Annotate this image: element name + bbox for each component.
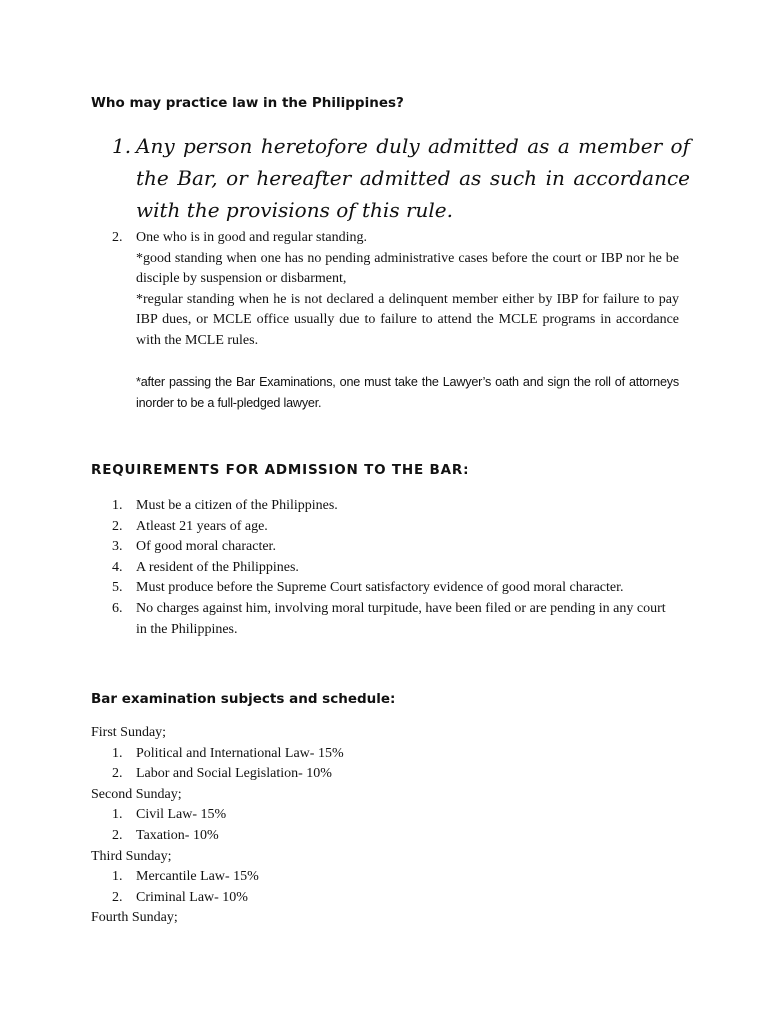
subject-item [0, 826, 680, 847]
list-number: 2. [112, 889, 123, 905]
subject-item [0, 744, 680, 765]
requirement-item [0, 517, 680, 538]
list-number: 2. [112, 230, 123, 245]
subject-item [0, 764, 680, 785]
who-item-2 [0, 228, 680, 413]
list-number: 1. [112, 134, 132, 158]
list-number: 2. [112, 518, 123, 534]
oath-note: *after passing the Bar Examinations, one must take the Lawyer’s oath and sign the roll of attorneys inorder to be a full-pledged lawyer. [136, 375, 679, 410]
list-number: 3. [112, 539, 123, 555]
schedule-day: Fourth Sunday; [91, 910, 178, 926]
heading-who-may-practice: Who may practice law in the Philippines? [91, 95, 404, 111]
heading-requirements: REQUIREMENTS FOR ADMISSION TO THE BAR: [91, 462, 470, 478]
requirement-item [0, 599, 680, 640]
requirement-item [0, 496, 680, 517]
requirement-text: A resident of the Philippines. [136, 559, 299, 575]
regular-standing-note: *regular standing when he is not declared a delinquent member either by IBP for failure to pay IBP dues, or MCLE office usually due to failure to attend the MCLE programs in accordance with the MCLE rules. [136, 291, 679, 348]
subject-text: Criminal Law- 10% [136, 889, 248, 905]
subject-text: Mercantile Law- 15% [136, 869, 259, 885]
requirement-text: Atleast 21 years of age. [136, 518, 268, 534]
requirement-text: No charges against him, involving moral turpitude, have been filed or are pending in any court in the Philippines. [136, 600, 666, 637]
subject-item [0, 805, 680, 826]
who-item-1 [100, 130, 690, 226]
spacer [136, 352, 680, 373]
requirements-list [0, 496, 680, 640]
who-item-2-line-1: One who is in good and regular standing. [136, 230, 367, 245]
requirement-item [0, 558, 680, 579]
subject-text: Taxation- 10% [136, 827, 219, 843]
subject-text: Labor and Social Legislation- 10% [136, 766, 332, 782]
list-number: 1. [112, 745, 123, 761]
list-number: 1. [112, 498, 123, 513]
list-number: 4. [112, 559, 123, 575]
requirement-item [0, 578, 680, 599]
requirement-text: Must be a citizen of the Philippines. [136, 498, 338, 513]
requirement-text: Of good moral character. [136, 539, 276, 555]
good-standing-note: *good standing when one has no pending administrative cases before the court or IBP nor he be disciple by suspension or disbarment, [136, 250, 679, 287]
list-number: 5. [112, 580, 123, 596]
requirement-item [0, 537, 680, 558]
who-list-script [100, 130, 690, 226]
list-number: 1. [112, 869, 123, 885]
list-number: 2. [112, 827, 123, 843]
requirement-text: Must produce before the Supreme Court satisfactory evidence of good moral character. [136, 580, 624, 596]
list-number: 6. [112, 600, 123, 616]
subject-text: Political and International Law- 15% [136, 745, 344, 761]
list-number: 2. [112, 766, 123, 782]
who-item-1-text: Any person heretofore duly admitted as a member of the Bar, or hereafter admitted as such in accordance with the provisions of this rule. [136, 134, 690, 222]
list-number: 1. [112, 807, 123, 823]
subject-item [0, 867, 680, 888]
who-list-plain [0, 228, 680, 413]
subject-item [0, 888, 680, 909]
subject-list [0, 805, 680, 846]
subject-text: Civil Law- 15% [136, 807, 227, 823]
subject-list [0, 867, 680, 908]
schedule-day: Second Sunday; [91, 786, 182, 802]
schedule-day: First Sunday; [91, 725, 167, 740]
schedule-list [0, 723, 680, 929]
heading-schedule: Bar examination subjects and schedule: [91, 691, 396, 707]
schedule-day: Third Sunday; [91, 848, 172, 864]
subject-list [0, 744, 680, 785]
